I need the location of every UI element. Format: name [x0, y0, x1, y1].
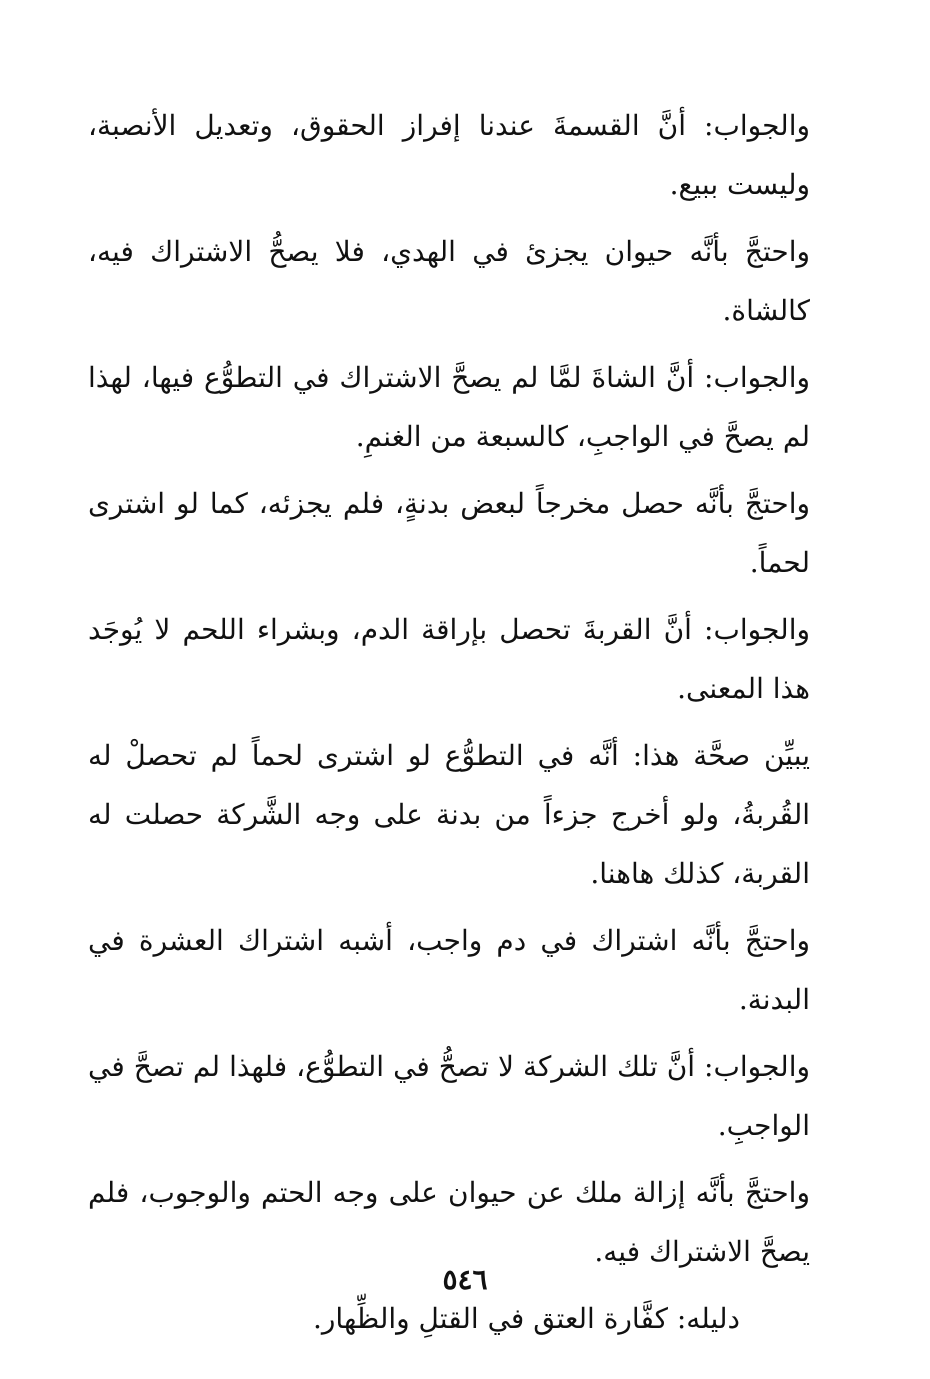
page-body-text: [88, 96, 810, 1356]
paragraph-argument-meat: واحتجَّ بأنَّه حصل مخرجاً لبعض بدنةٍ، فلم يجزئه، كما لو اشترى لحماً.: [88, 487, 810, 579]
paragraph-argument-ownership: واحتجَّ بأنَّه إزالة ملك عن حيوان على وجه الحتم والوجوب، فلم يصحَّ الاشتراك فيه.: [88, 1176, 810, 1268]
paragraph-argument-ten-sharing: واحتجَّ بأنَّه اشتراك في دم واجب، أشبه اشتراك العشرة في البدنة.: [88, 924, 810, 1016]
page-number: ٥٤٦: [442, 1263, 488, 1296]
paragraph-answer-blood: والجواب: أنَّ القربةَ تحصل بإراقة الدم، وبشراء اللحم لا يُوجَد هذا المعنى.: [88, 613, 810, 705]
paragraph-clarification: يبيِّن صحَّة هذا: أنَّه في التطوُّع لو اشترى لحماً لم تحصلْ له القُربةُ، ولو أخرج جزءاً من بدنة على وجه الشَّركة حصلت له القربة، كذلك هاهنا.: [88, 739, 810, 890]
paragraph-argument-sheep: واحتجَّ بأنَّه حيوان يجزئ في الهدي، فلا يصحُّ الاشتراك فيه، كالشاة.: [88, 235, 810, 327]
paragraph-answer-partnership: والجواب: أنَّ تلك الشركة لا تصحُّ في التطوُّع، فلهذا لم تصحَّ في الواجبِ.: [88, 1050, 810, 1142]
paragraph-answer-division: والجواب: أنَّ القسمةَ عندنا إفراز الحقوق، وتعديل الأنصبة، وليست ببيع.: [88, 109, 810, 201]
paragraph-evidence: دليله: كفَّارة العتق في القتلِ والظِّهار.: [312, 1302, 740, 1335]
paragraph-answer-sheep: والجواب: أنَّ الشاةَ لمَّا لم يصحَّ الاشتراك في التطوُّع فيها، لهذا لم يصحَّ في الواجبِ، كالسبعة من الغنمِ.: [88, 361, 810, 453]
